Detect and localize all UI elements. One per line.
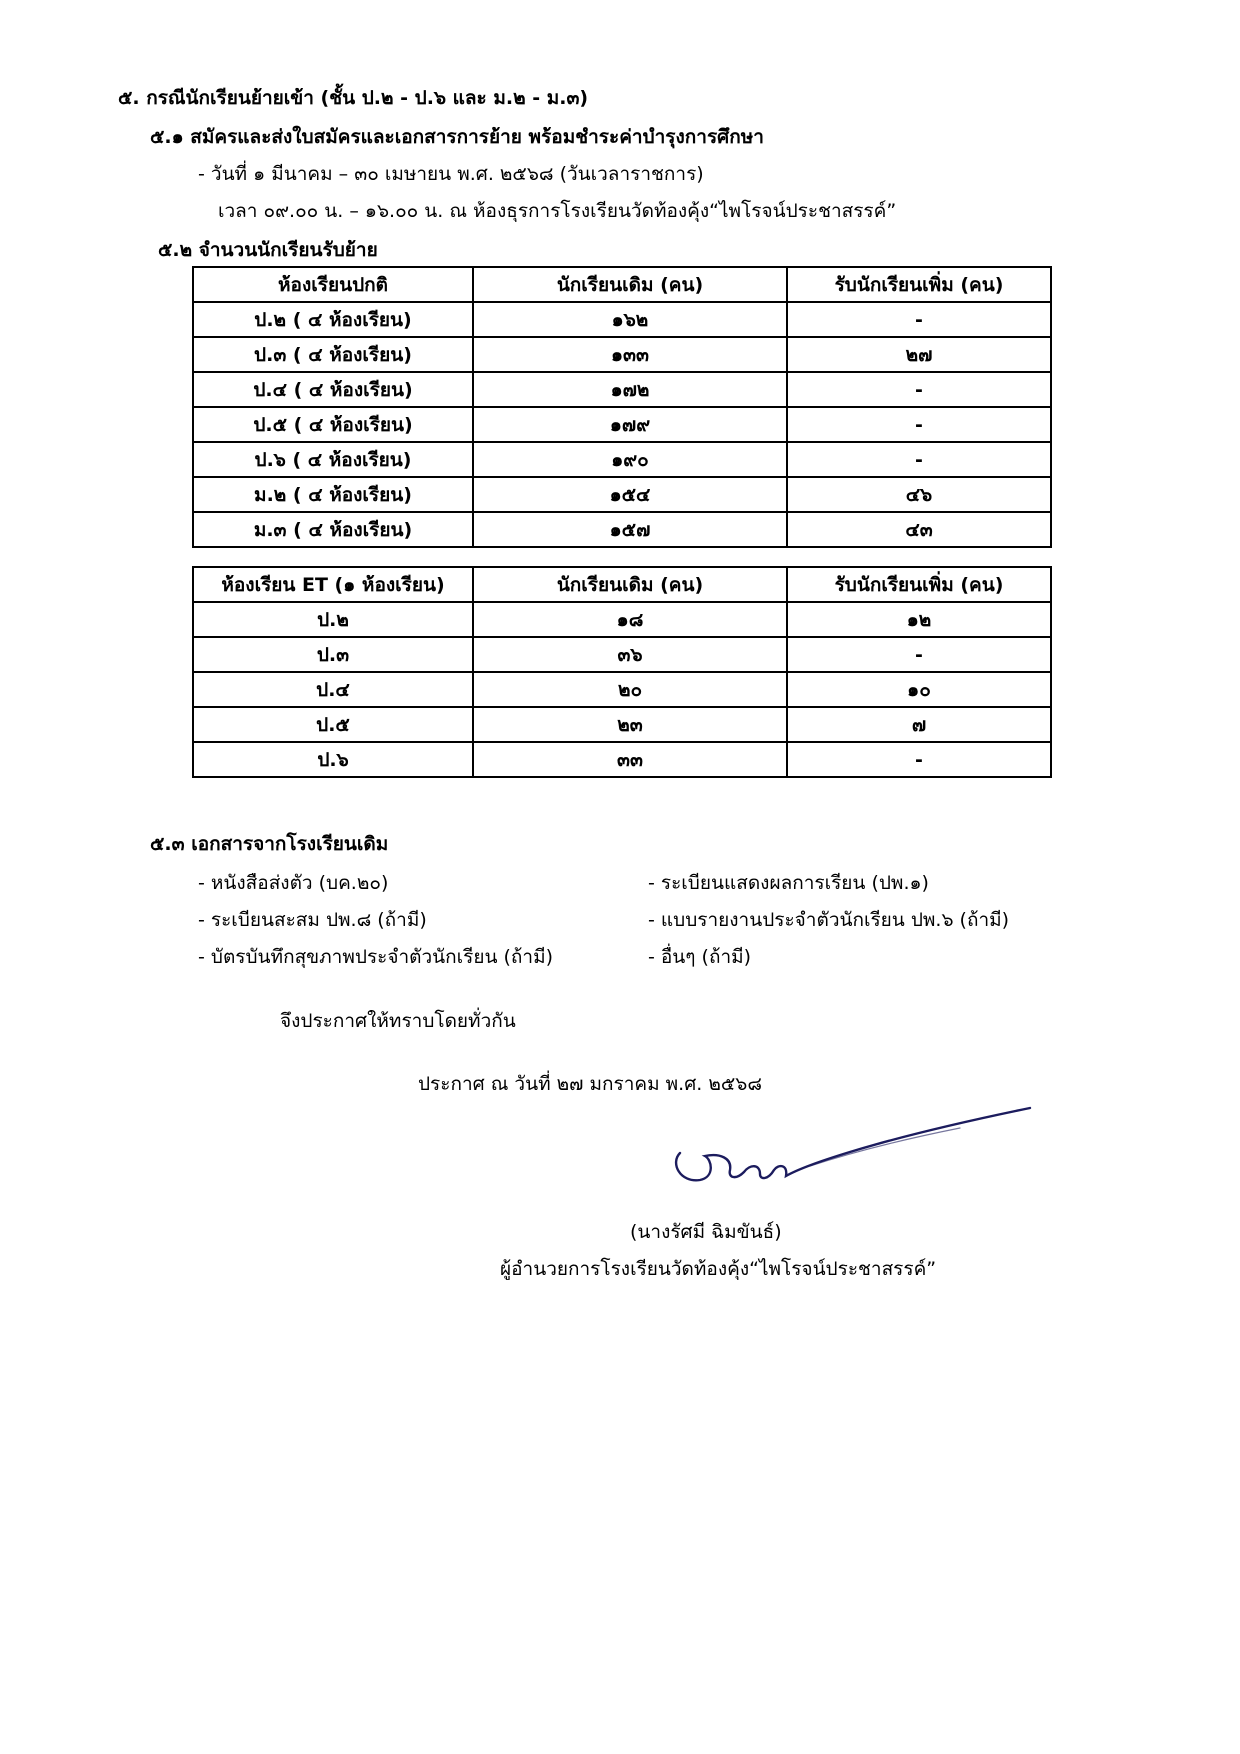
regular-class-table: [192, 266, 1052, 548]
document-item: - ระเบียนแสดงผลการเรียน (ปพ.๑): [648, 872, 929, 894]
signature-stroke: [676, 1108, 1030, 1180]
section-5-heading: ๕. กรณีนักเรียนย้ายเข้า (ชั้น ป.๒ - ป.๖ และ ม.๒ - ม.๓): [118, 87, 589, 109]
closing-statement: จึงประกาศให้ทราบโดยทั่วกัน: [280, 1010, 516, 1032]
section-5-1-heading: ๕.๑ สมัครและส่งใบสมัครและเอกสารการย้าย พร้อมชำระค่าบำรุงการศึกษา: [150, 126, 764, 148]
cell-class: ป.๖ ( ๔ ห้องเรียน): [193, 442, 473, 477]
table-row: [193, 637, 1051, 672]
table-row: [193, 742, 1051, 777]
cell-existing: ๑๗๒: [473, 372, 787, 407]
cell-class: ป.๓ ( ๔ ห้องเรียน): [193, 337, 473, 372]
document-item: - บัตรบันทึกสุขภาพประจำตัวนักเรียน (ถ้ามี): [198, 946, 554, 968]
cell-class: ป.๕: [193, 707, 473, 742]
table-header-row: [193, 267, 1051, 302]
cell-class: ป.๒: [193, 602, 473, 637]
section-5-2-heading: ๕.๒ จำนวนนักเรียนรับย้าย: [158, 239, 378, 261]
table-header-row: [193, 567, 1051, 602]
signer-name: (นางรัศมี ฉิมขันธ์): [630, 1221, 782, 1243]
cell-additional: ๗: [787, 707, 1051, 742]
header-class: ห้องเรียนปกติ: [193, 267, 473, 302]
table-row: [193, 512, 1051, 547]
et-class-table: [192, 566, 1052, 778]
header-class: ห้องเรียน ET (๑ ห้องเรียน): [193, 567, 473, 602]
table-row: [193, 672, 1051, 707]
table-row: [193, 602, 1051, 637]
cell-class: ม.๒ ( ๔ ห้องเรียน): [193, 477, 473, 512]
cell-existing: ๓๖: [473, 637, 787, 672]
cell-additional: ๑๐: [787, 672, 1051, 707]
table-row: [193, 372, 1051, 407]
cell-additional: ๒๗: [787, 337, 1051, 372]
document-item: - อื่นๆ (ถ้ามี): [648, 946, 752, 968]
document-item: - ระเบียนสะสม ปพ.๘ (ถ้ามี): [198, 909, 427, 931]
announcement-date: ประกาศ ณ วันที่ ๒๗ มกราคม พ.ศ. ๒๕๖๘: [418, 1073, 762, 1095]
signature-image: [660, 1098, 1040, 1208]
cell-existing: ๒๓: [473, 707, 787, 742]
header-existing: นักเรียนเดิม (คน): [473, 267, 787, 302]
cell-existing: ๑๕๔: [473, 477, 787, 512]
document-item: - หนังสือส่งตัว (บค.๒๐): [198, 872, 389, 894]
table-row: [193, 407, 1051, 442]
cell-existing: ๑๕๗: [473, 512, 787, 547]
cell-existing: ๑๙๐: [473, 442, 787, 477]
cell-class: ป.๖: [193, 742, 473, 777]
cell-class: ป.๓: [193, 637, 473, 672]
cell-existing: ๓๓: [473, 742, 787, 777]
signature-stroke: [810, 1128, 960, 1166]
cell-additional: ๔๓: [787, 512, 1051, 547]
header-additional: รับนักเรียนเพิ่ม (คน): [787, 267, 1051, 302]
cell-additional: -: [787, 742, 1051, 777]
cell-existing: ๑๘: [473, 602, 787, 637]
table-row: [193, 477, 1051, 512]
section-5-1-time-line: เวลา ๐๙.๐๐ น. – ๑๖.๐๐ น. ณ ห้องธุรการโรงเรียนวัดท้องคุ้ง“ไพโรจน์ประชาสรรค์”: [218, 200, 897, 222]
table-row: [193, 302, 1051, 337]
cell-existing: ๒๐: [473, 672, 787, 707]
cell-additional: -: [787, 407, 1051, 442]
table-row: [193, 442, 1051, 477]
cell-class: ป.๔ ( ๔ ห้องเรียน): [193, 372, 473, 407]
cell-additional: ๔๖: [787, 477, 1051, 512]
cell-class: ม.๓ ( ๔ ห้องเรียน): [193, 512, 473, 547]
header-existing: นักเรียนเดิม (คน): [473, 567, 787, 602]
cell-existing: ๑๗๙: [473, 407, 787, 442]
cell-class: ป.๒ ( ๔ ห้องเรียน): [193, 302, 473, 337]
cell-additional: -: [787, 372, 1051, 407]
table-row: [193, 337, 1051, 372]
cell-additional: -: [787, 302, 1051, 337]
cell-existing: ๑๖๒: [473, 302, 787, 337]
cell-additional: -: [787, 637, 1051, 672]
section-5-3-heading: ๕.๓ เอกสารจากโรงเรียนเดิม: [150, 833, 389, 855]
table-row: [193, 707, 1051, 742]
document-item: - แบบรายงานประจำตัวนักเรียน ปพ.๖ (ถ้ามี): [648, 909, 1010, 931]
header-additional: รับนักเรียนเพิ่ม (คน): [787, 567, 1051, 602]
cell-additional: ๑๒: [787, 602, 1051, 637]
cell-additional: -: [787, 442, 1051, 477]
cell-class: ป.๕ ( ๔ ห้องเรียน): [193, 407, 473, 442]
cell-existing: ๑๓๓: [473, 337, 787, 372]
section-5-1-date-line: - วันที่ ๑ มีนาคม – ๓๐ เมษายน พ.ศ. ๒๕๖๘ (วันเวลาราชการ): [198, 163, 704, 185]
cell-class: ป.๔: [193, 672, 473, 707]
signer-title: ผู้อำนวยการโรงเรียนวัดท้องคุ้ง“ไพโรจน์ประชาสรรค์”: [500, 1258, 937, 1280]
